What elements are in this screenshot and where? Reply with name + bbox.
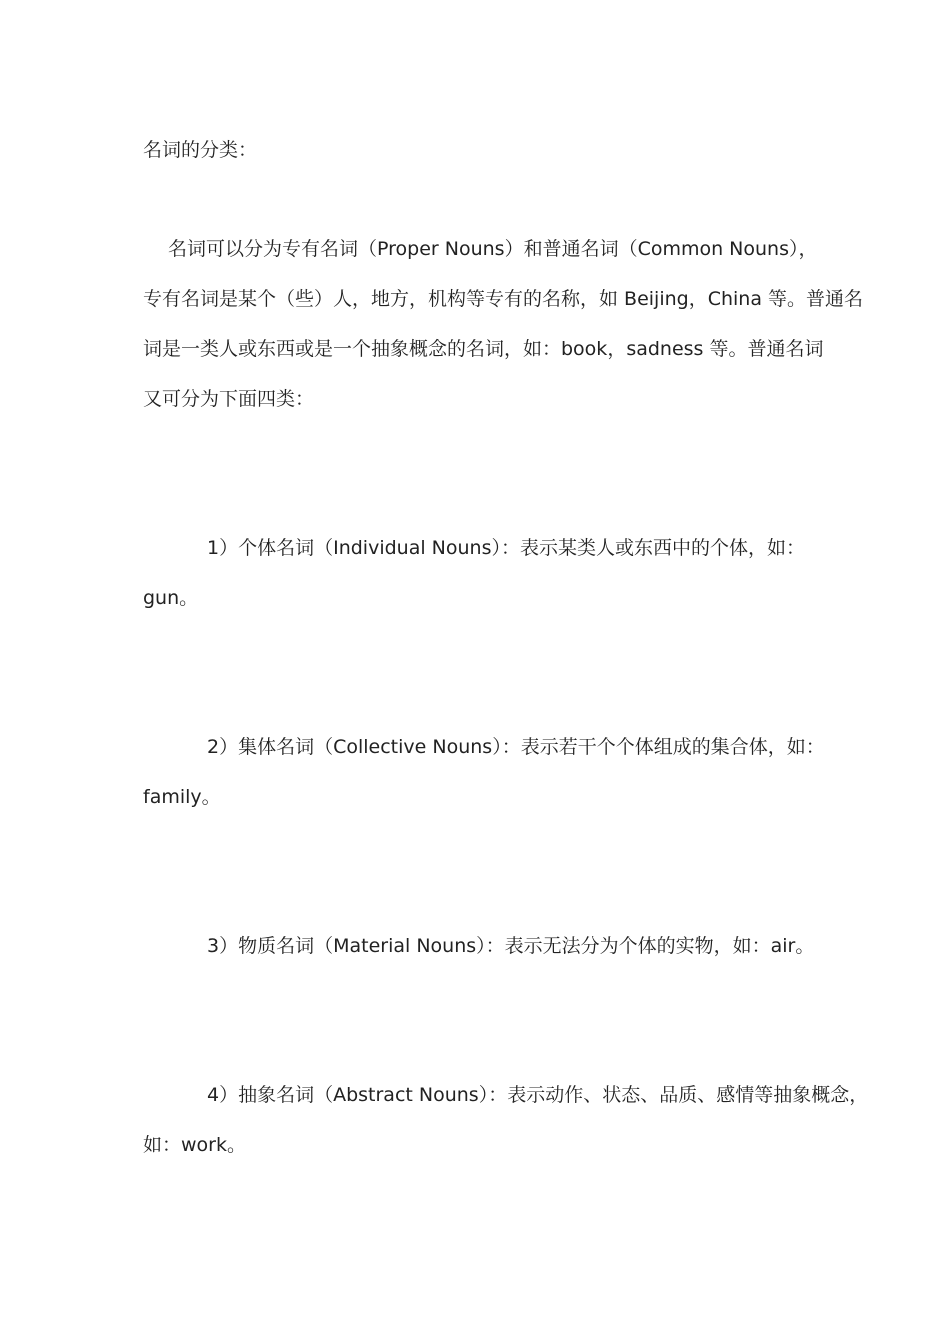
- item-1-line-2: gun。: [143, 587, 199, 609]
- intro-line-1: 名词可以分为专有名词（Proper Nouns）和普通名词（Common Nouns），: [168, 238, 818, 260]
- item-1-line-1: 1）个体名词（Individual Nouns）：表示某类人或东西中的个体，如：: [207, 537, 805, 559]
- item-3-line-1: 3）物质名词（Material Nouns）：表示无法分为个体的实物，如：air。: [207, 935, 815, 957]
- item-2-line-2: family。: [143, 786, 221, 808]
- item-2-line-1: 2）集体名词（Collective Nouns）：表示若干个个体组成的集合体，如：: [207, 736, 825, 758]
- document-heading: 名词的分类：: [143, 139, 258, 161]
- intro-line-4: 又可分为下面四类：: [143, 388, 315, 410]
- intro-line-3: 词是一类人或东西或是一个抽象概念的名词，如：book，sadness 等。普通名词: [143, 338, 824, 360]
- item-4-line-2: 如：work。: [143, 1134, 246, 1156]
- item-4-line-1: 4）抽象名词（Abstract Nouns）：表示动作、状态、品质、感情等抽象概念，: [207, 1084, 869, 1106]
- intro-line-2: 专有名词是某个（些）人，地方，机构等专有的名称，如 Beijing，China 等。普通名: [143, 288, 864, 310]
